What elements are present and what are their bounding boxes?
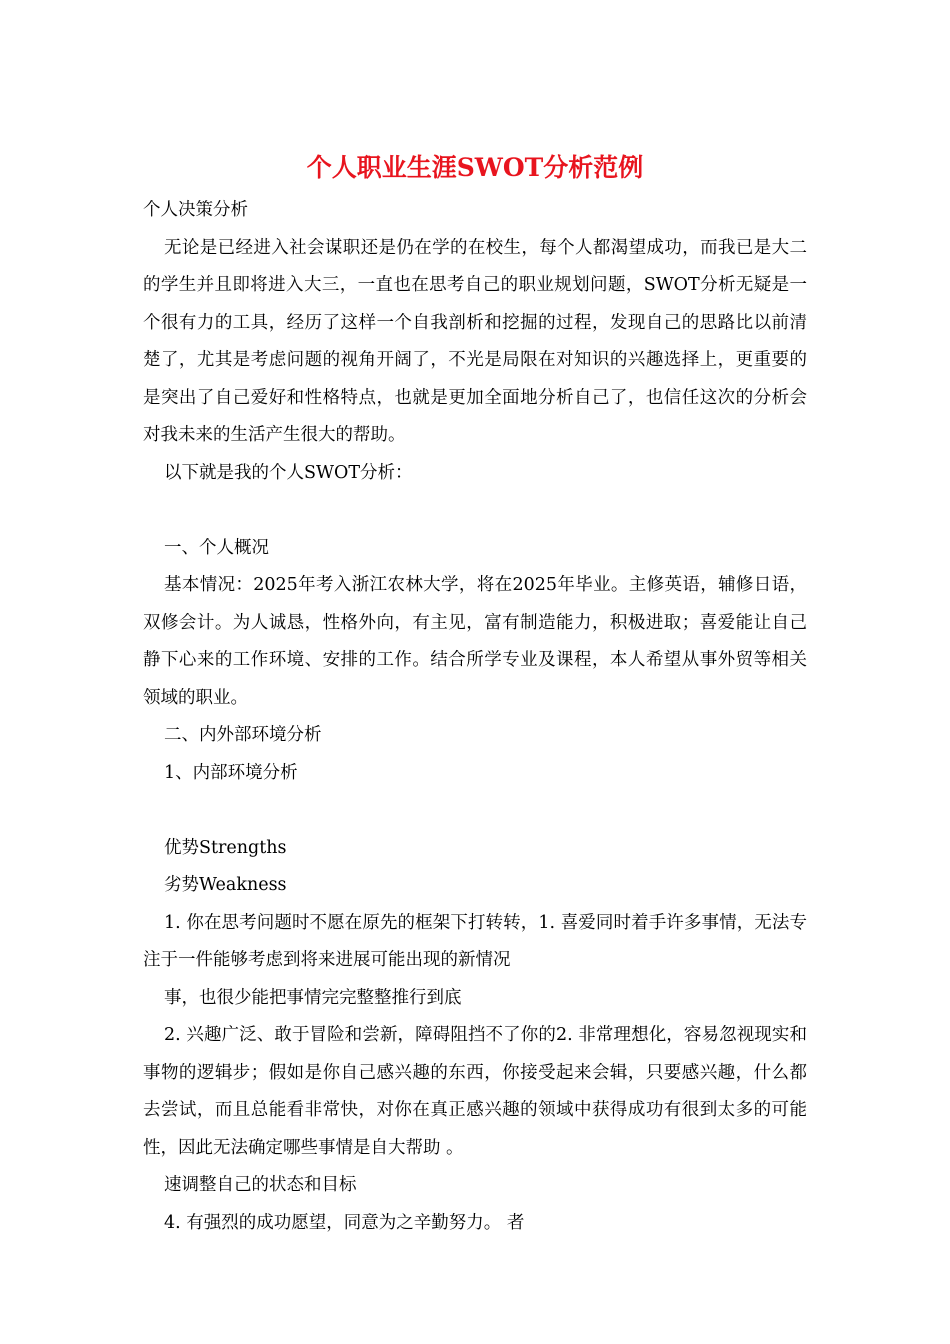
- paragraph-basic-info: 基本情况：2025年考入浙江农林大学，将在2025年毕业。主修英语，辅修日语，双修会计。为人诚恳，性格外向，有主见，富有制造能力，积极进取；喜爱能让自己静下心来的工作环境、安排的工作。结合所学专业及课程，本人希望从事外贸等相关领域的职业。: [143, 575, 807, 708]
- list-item-4: 4. 有强烈的成功愿望，同意为之辛勤努力。 者: [164, 1212, 525, 1233]
- section-heading-overview: 一、个人概况: [164, 537, 269, 558]
- list-item-2: 2. 兴趣广泛、敢于冒险和尝新，障碍阻挡不了你的2. 非常理想化，容易忽视现实和事物的逻辑步；假如是你自己感兴趣的东西，你接受起来会辑，只要感兴趣，什么都去尝试，而且总能看非常快，对你在真正感兴趣的领域中获得成功有很到太多的可能性，因此无法确定哪些事情是自大帮助 。: [143, 1025, 807, 1158]
- label-strengths: 优势Strengths: [164, 837, 287, 858]
- paragraph-swot-lead: 以下就是我的个人SWOT分析：: [164, 462, 413, 483]
- list-item-1: 1. 你在思考问题时不愿在原先的框架下打转转，1. 喜爱同时着手许多事情，无法专注于一件能够考虑到将来进展可能出现的新情况: [143, 912, 807, 970]
- list-item-1-continuation: 事，也很少能把事情完完整整推行到底: [164, 987, 462, 1008]
- section-heading-decision: 个人决策分析: [143, 200, 248, 220]
- blank-line: [143, 792, 807, 830]
- blank-line: [143, 492, 807, 530]
- label-weakness: 劣势Weakness: [164, 875, 287, 895]
- document-title: 个人职业生涯SWOT分析范例: [306, 153, 644, 182]
- section-heading-environment: 二、内外部环境分析: [164, 725, 322, 745]
- paragraph-intro: 无论是已经进入社会谋职还是仍在学的在校生，每个人都渴望成功，而我已是大二的学生并且即将进入大三，一直也在思考自己的职业规划问题，SWOT分析无疑是一个很有力的工具，经历了这样一个自我剖析和挖掘的过程，发现自己的思路比以前清楚了，尤其是考虑问题的视角开阔了，不光是局限在对知识的兴趣选择上，更重要的是突出了自己爱好和性格特点，也就是更加全面地分析自己了，也信任这次的分析会对我未来的生活产生很大的帮助。: [143, 237, 807, 445]
- section-heading-internal: 1、内部环境分析: [164, 762, 298, 783]
- list-item-continuation: 速调整自己的状态和目标: [164, 1175, 357, 1195]
- document-body: [143, 192, 807, 1242]
